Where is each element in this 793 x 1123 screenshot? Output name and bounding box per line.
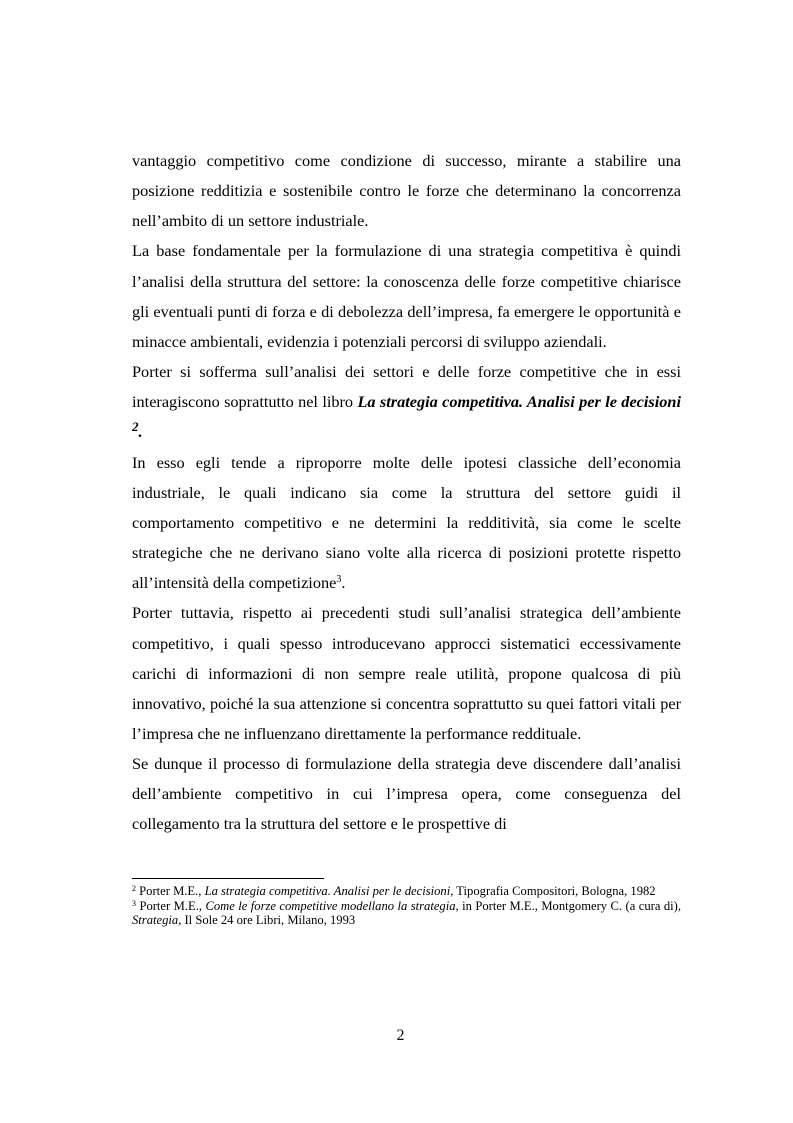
page-number: 2: [396, 1027, 405, 1044]
paragraph-1: vantaggio competitivo come condizione di successo, mirante a stabilire una posizione redditizia e sostenibile contro le forze che determinano la concorrenza nell’ambito di un settore industriale.: [132, 151, 681, 231]
paragraph-2: La base fondamentale per la formulazione di una strategia competitiva è quindi l’analisi della struttura del settore: la conoscenza delle forze competitive chiarisce gli eventuali punti di forza e di debolezza dell’impresa, fa emergere le opportunità e minacce ambientali, evidenzia i potenziali percorsi di sviluppo aziendali.: [132, 241, 681, 351]
paragraph-5: Porter tuttavia, rispetto ai precedenti studi sull’analisi strategica dell’ambiente competitivo, i quali spesso introducevano approcci sistematici eccessivamente carichi di informazioni di non sempre reale utilità, propone qualcosa di più innovativo, poiché la sua attenzione si concentra soprattutto su quei fattori vitali per l’impresa che ne influenzano direttamente la performance reddituale.: [132, 603, 681, 743]
paragraph-6: Se dunque il processo di formulazione della strategia deve discendere dall’analisi dell’ambiente competitivo in cui l’impresa opera, come conseguenza del collegamento tra la struttura del settore e le prospettive di: [132, 754, 681, 834]
footnote-title: La strategia competitiva. Analisi per le decisioni: [204, 884, 451, 898]
book-title: La strategia competitiva. Analisi per le decisioni: [357, 392, 681, 412]
footnote-separator: [132, 878, 324, 879]
footnote-ref-2[interactable]: 2: [132, 419, 139, 435]
footnotes: [132, 884, 681, 928]
footnote-ref-3[interactable]: 3: [336, 574, 342, 586]
footnote-publisher: , Tipografia Compositori, Bologna, 1982: [450, 884, 656, 898]
footnote-author: Porter M.E.,: [136, 898, 206, 913]
footnote-author: Porter M.E.,: [136, 884, 205, 898]
paragraph-3: [132, 357, 681, 447]
footnote-number: 3: [132, 898, 136, 908]
footnote-number: 2: [132, 884, 136, 893]
paragraph-4-end: .: [341, 573, 346, 593]
paragraph-4: [132, 448, 681, 599]
footnote-collection-title: Strategia: [132, 913, 179, 927]
footnote-2: [132, 884, 681, 899]
paragraph-4-text: In esso egli tende a riproporre molte delle ipotesi classiche dell’economia industriale, le quali indicano sia come la struttura del settore guidi il comportamento competitivo e ne determini la redditività, sia come le scelte strategiche che ne derivano siano volte alla ricerca di posizioni protette rispetto all’intensità della competizione: [132, 452, 681, 593]
footnote-3: [132, 899, 681, 928]
paragraph-3-end: .: [138, 422, 143, 442]
footnote-editors: , in Porter M.E., Montgomery C. (a cura di),: [455, 898, 681, 913]
body-text: [132, 146, 681, 840]
footnote-title: Come le forze competitive modellano la strategia: [205, 898, 456, 913]
paragraph-3-text: Porter si sofferma sull’analisi dei settori e delle forze competitive che in essi interagiscono soprattutto nel libro: [132, 362, 681, 412]
footnote-publisher: , Il Sole 24 ore Libri, Milano, 1993: [178, 913, 356, 927]
